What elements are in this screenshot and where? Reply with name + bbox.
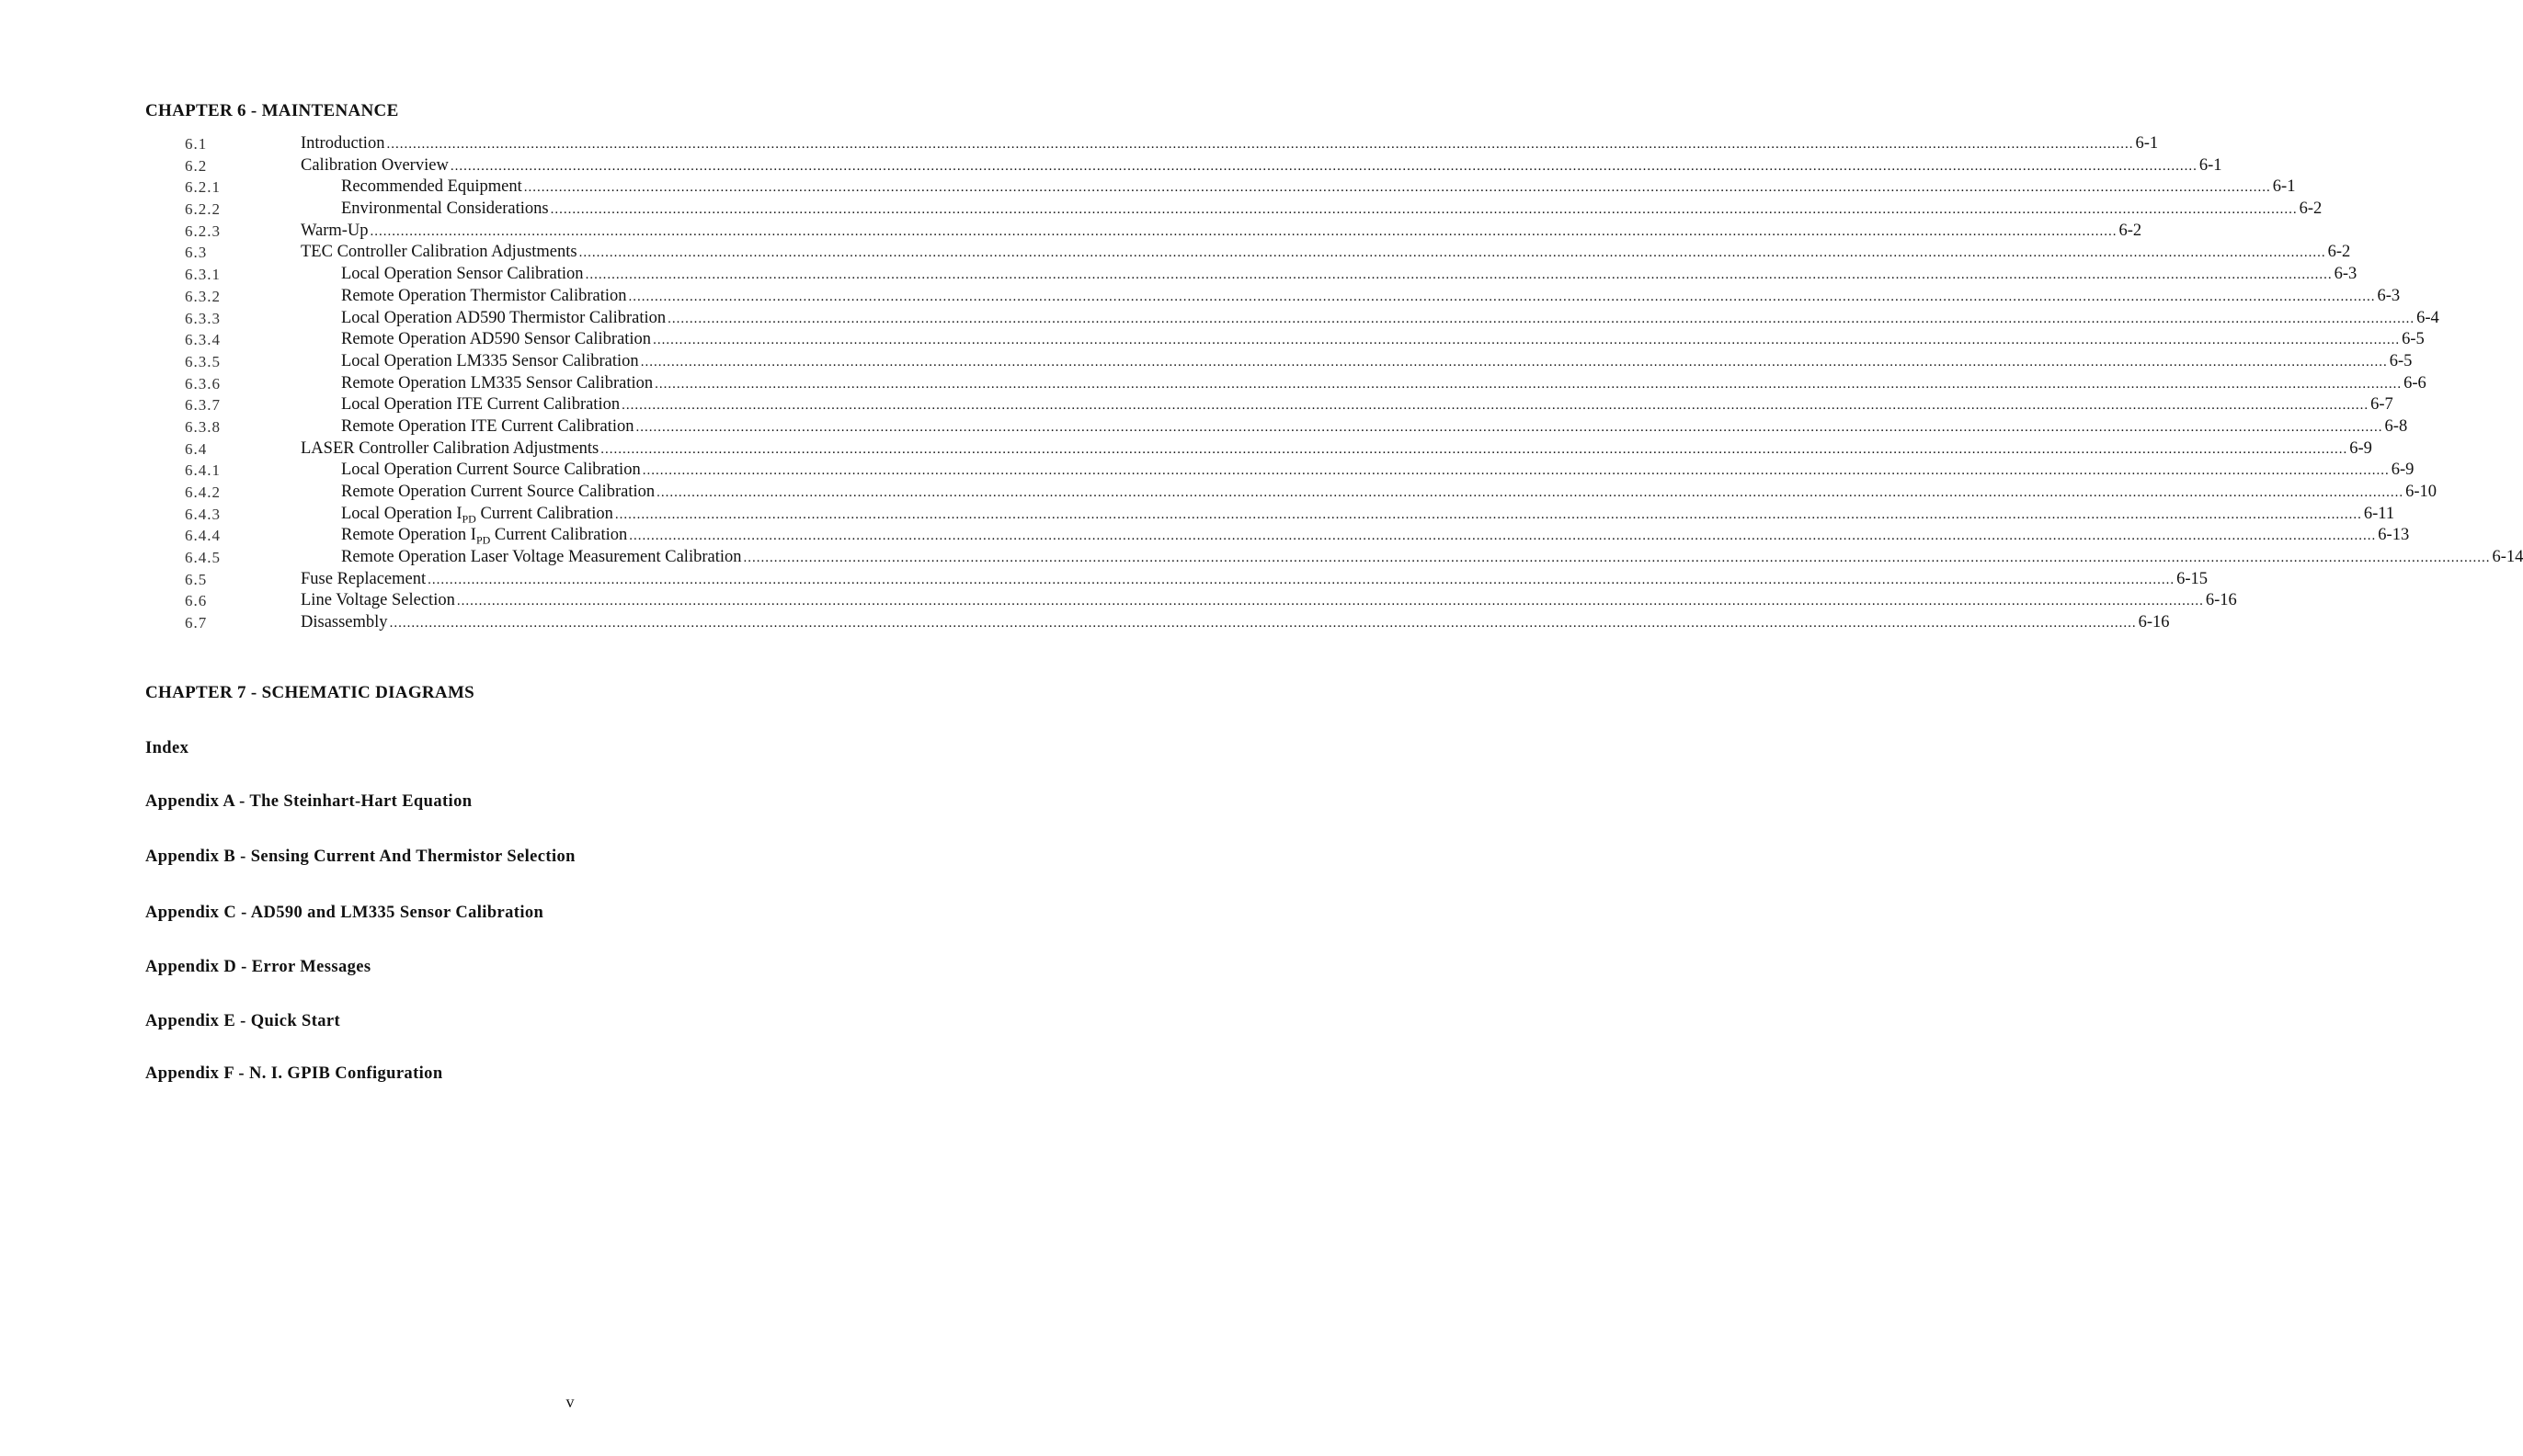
toc-section-title: Remote Operation Laser Voltage Measurement Calibration — [341, 548, 742, 567]
toc-entry — [301, 612, 2170, 635]
toc-dot-leader: ................................................................................................................................................................................................................................................................................................................................................................................................................ — [743, 551, 2491, 566]
toc-row — [185, 329, 2425, 351]
toc-section-number: 6.3.8 — [185, 417, 221, 436]
toc-section-number: 6.7 — [185, 614, 208, 632]
toc-section-title: Remote Operation Current Source Calibration — [341, 483, 656, 501]
toc-section-number: 6.4.5 — [185, 549, 221, 567]
toc-section-number: 6.4.1 — [185, 461, 221, 480]
toc-section-number: 6.4 — [185, 439, 208, 458]
toc-section-title: Warm-Up — [301, 221, 369, 240]
toc-section-number: 6.3.7 — [185, 396, 221, 415]
toc-section-number: 6.2.1 — [185, 178, 221, 197]
chapter-7-heading: CHAPTER 7 - SCHEMATIC DIAGRAMS — [145, 683, 475, 702]
toc-page-number: 6-4 — [2416, 308, 2439, 327]
toc-page-number: 6-11 — [2363, 504, 2395, 523]
toc-page-number: 6-2 — [2118, 221, 2142, 240]
toc-page-number: 6-7 — [2370, 395, 2393, 415]
toc-row — [185, 351, 2413, 373]
toc-section-title: Introduction — [301, 134, 385, 153]
toc-row — [185, 155, 2222, 177]
toc-dot-leader: ................................................................................................................................................................................................................................................................................................................................................................................................................ — [600, 441, 2348, 457]
toc-section-title: Local Operation Sensor Calibration — [341, 265, 584, 284]
toc-entry — [341, 547, 2523, 570]
toc-section-number: 6.3.6 — [185, 374, 221, 392]
toc-section-number: 6.3.5 — [185, 352, 221, 370]
toc-dot-leader: ................................................................................................................................................................................................................................................................................................................................................................................................................ — [614, 506, 2362, 522]
toc-section-number: 6.4.4 — [185, 527, 221, 545]
toc-dot-leader: ................................................................................................................................................................................................................................................................................................................................................................................................................ — [585, 267, 2333, 283]
toc-row — [185, 438, 2372, 461]
toc-row — [185, 242, 2351, 264]
page-number: v — [565, 1393, 575, 1411]
toc-entry — [341, 329, 2425, 352]
toc-section-title: Disassembly — [301, 613, 388, 632]
toc-row — [185, 416, 2408, 438]
chapter-6-heading: CHAPTER 6 - MAINTENANCE — [145, 101, 399, 120]
toc-row — [185, 264, 2357, 286]
toc-section-title: Local Operation LM335 Sensor Calibration — [341, 351, 639, 370]
toc-section-title: Remote Operation ITE Current Calibration — [341, 416, 634, 436]
toc-page-number: 6-9 — [2349, 438, 2372, 458]
toc-section-number: 6.3.1 — [185, 266, 221, 284]
toc-row — [185, 547, 2523, 569]
toc-title-subscript: PD — [475, 534, 491, 548]
toc-dot-leader: ................................................................................................................................................................................................................................................................................................................................................................................................................ — [640, 354, 2388, 370]
appendix-c-heading: Appendix C - AD590 and LM335 Sensor Calibration — [145, 904, 544, 922]
toc-entry — [341, 286, 2401, 309]
toc-page-number: 6-1 — [2198, 155, 2222, 175]
toc-section-title: Line Voltage Selection — [301, 591, 455, 610]
toc-dot-leader: ................................................................................................................................................................................................................................................................................................................................................................................................................ — [386, 137, 2134, 152]
toc-page-number: 6-5 — [2389, 351, 2413, 370]
toc-section-title: Calibration Overview — [301, 155, 449, 175]
toc-page-number: 6-2 — [2299, 199, 2323, 219]
toc-section-title: Recommended Equipment — [341, 177, 522, 197]
toc-row — [185, 525, 2410, 548]
toc-title-suffix: Current Calibration — [475, 504, 613, 523]
toc-section-number: 6.6 — [185, 592, 208, 610]
chapter-6-toc — [185, 133, 2523, 634]
toc-dot-leader: ................................................................................................................................................................................................................................................................................................................................................................................................................ — [428, 572, 2175, 587]
toc-section-title: Remote Operation AD590 Sensor Calibration — [341, 330, 652, 349]
toc-title-subscript: PD — [462, 512, 476, 526]
toc-section-title: Local Operation Current Source Calibration — [341, 461, 641, 480]
toc-entry — [341, 176, 2296, 199]
toc-dot-leader: ................................................................................................................................................................................................................................................................................................................................................................................................................ — [550, 202, 2298, 218]
toc-page-number: 6-5 — [2402, 330, 2425, 349]
toc-row — [185, 569, 2209, 591]
toc-row — [185, 221, 2142, 243]
toc-section-title: Local Operation AD590 Thermistor Calibration — [341, 308, 667, 327]
toc-section-title: Remote Operation Thermistor Calibration — [341, 286, 627, 305]
toc-dot-leader: ................................................................................................................................................................................................................................................................................................................................................................................................................ — [668, 311, 2415, 326]
toc-dot-leader: ................................................................................................................................................................................................................................................................................................................................................................................................................ — [456, 594, 2204, 609]
toc-dot-leader: ................................................................................................................................................................................................................................................................................................................................................................................................................ — [655, 376, 2403, 392]
toc-title-prefix: Local Operation I — [341, 504, 462, 523]
toc-section-number: 6.5 — [185, 570, 208, 588]
toc-row — [185, 176, 2296, 199]
appendix-e-heading: Appendix E - Quick Start — [145, 1012, 341, 1030]
appendix-f-heading: Appendix F - N. I. GPIB Configuration — [145, 1064, 443, 1083]
toc-row — [185, 373, 2426, 395]
toc-entry — [341, 351, 2413, 374]
toc-dot-leader: ................................................................................................................................................................................................................................................................................................................................................................................................................ — [622, 398, 2369, 414]
toc-row — [185, 133, 2159, 155]
toc-page-number: 6-13 — [2378, 526, 2410, 545]
toc-section-number: 6.2.2 — [185, 200, 221, 219]
toc-row — [185, 286, 2401, 308]
toc-dot-leader: ................................................................................................................................................................................................................................................................................................................................................................................................................ — [642, 463, 2390, 479]
toc-entry — [341, 460, 2415, 483]
toc-entry — [341, 373, 2426, 396]
toc-title-prefix: Remote Operation I — [341, 526, 476, 545]
toc-entry — [301, 590, 2237, 613]
toc-entry — [341, 394, 2393, 417]
toc-page-number: 6-10 — [2405, 483, 2437, 501]
toc-entry — [301, 155, 2222, 178]
toc-row — [185, 612, 2170, 634]
index-heading: Index — [145, 739, 189, 757]
toc-dot-leader: ................................................................................................................................................................................................................................................................................................................................................................................................................ — [653, 333, 2401, 348]
toc-page-number: 6-6 — [2403, 373, 2426, 392]
toc-row — [185, 460, 2415, 482]
toc-entry — [301, 438, 2372, 461]
toc-row — [185, 308, 2439, 330]
toc-section-number: 6.2 — [185, 156, 208, 175]
toc-dot-leader: ................................................................................................................................................................................................................................................................................................................................................................................................................ — [656, 485, 2404, 500]
toc-row — [185, 590, 2237, 612]
toc-section-number: 6.4.2 — [185, 483, 221, 501]
toc-dot-leader: ................................................................................................................................................................................................................................................................................................................................................................................................................ — [523, 180, 2271, 196]
toc-section-number: 6.1 — [185, 135, 208, 153]
toc-section-number: 6.2.3 — [185, 222, 221, 240]
toc-title-suffix: Current Calibration — [490, 526, 628, 545]
toc-section-number: 6.3.3 — [185, 309, 221, 327]
toc-entry — [301, 221, 2142, 244]
toc-row — [185, 199, 2323, 221]
appendix-b-heading: Appendix B - Sensing Current And Thermistor Selection — [145, 847, 576, 866]
toc-section-title: Remote Operation LM335 Sensor Calibration — [341, 373, 654, 392]
toc-entry — [341, 199, 2323, 222]
toc-page-number: 6-3 — [2377, 286, 2401, 305]
toc-dot-leader: ................................................................................................................................................................................................................................................................................................................................................................................................................ — [389, 616, 2137, 631]
toc-entry — [341, 416, 2408, 439]
toc-entry — [341, 482, 2437, 505]
toc-section-number: 6.3 — [185, 244, 208, 262]
toc-section-title: Environmental Considerations — [341, 199, 549, 219]
toc-row — [185, 482, 2437, 504]
toc-entry — [341, 264, 2357, 287]
toc-page-number: 6-15 — [2176, 569, 2209, 588]
toc-section-title: Local Operation ITE Current Calibration — [341, 395, 621, 415]
toc-section-title: Fuse Replacement — [301, 569, 427, 588]
toc-row — [185, 394, 2393, 416]
toc-page-number: 6-2 — [2327, 243, 2351, 262]
toc-section-number: 6.3.2 — [185, 287, 221, 305]
appendix-a-heading: Appendix A - The Steinhart-Hart Equation — [145, 792, 473, 811]
toc-page-number: 6-16 — [2205, 591, 2237, 610]
toc-dot-leader: ................................................................................................................................................................................................................................................................................................................................................................................................................ — [578, 245, 2326, 261]
toc-section-title: TEC Controller Calibration Adjustments — [301, 243, 577, 262]
appendix-d-heading: Appendix D - Error Messages — [145, 958, 371, 976]
toc-row — [185, 504, 2395, 526]
toc-dot-leader: ................................................................................................................................................................................................................................................................................................................................................................................................................ — [450, 158, 2198, 174]
toc-page-number: 6-1 — [2135, 134, 2159, 153]
toc-page-number: 6-3 — [2334, 265, 2357, 284]
toc-section-number: 6.4.3 — [185, 505, 221, 523]
toc-page-number: 6-9 — [2391, 461, 2415, 480]
toc-page-number: 6-8 — [2384, 416, 2408, 436]
toc-dot-leader: ................................................................................................................................................................................................................................................................................................................................................................................................................ — [629, 529, 2377, 544]
toc-page-number: 6-16 — [2138, 613, 2170, 632]
toc-dot-leader: ................................................................................................................................................................................................................................................................................................................................................................................................................ — [370, 223, 2118, 239]
toc-entry — [301, 569, 2209, 592]
toc-page-number: 6-1 — [2272, 177, 2296, 197]
toc-entry — [301, 242, 2351, 265]
toc-dot-leader: ................................................................................................................................................................................................................................................................................................................................................................................................................ — [628, 289, 2376, 304]
toc-page-number: 6-14 — [2492, 548, 2523, 567]
toc-section-title: LASER Controller Calibration Adjustments — [301, 438, 599, 458]
toc-entry — [341, 308, 2439, 331]
toc-section-number: 6.3.4 — [185, 331, 221, 349]
toc-dot-leader: ................................................................................................................................................................................................................................................................................................................................................................................................................ — [635, 419, 2383, 435]
toc-entry — [301, 133, 2159, 156]
